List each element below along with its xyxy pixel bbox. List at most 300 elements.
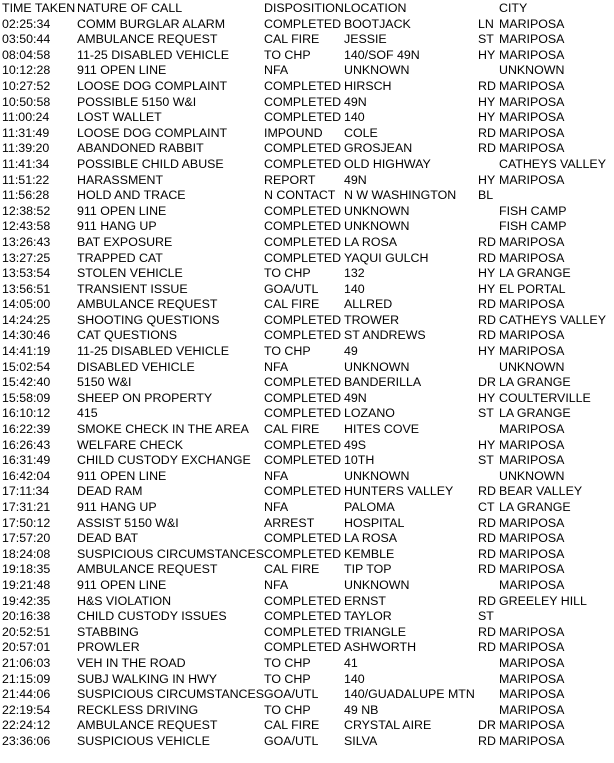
disposition-cell: COMPLETED — [264, 453, 342, 468]
time-cell: 11:51:22 — [2, 172, 50, 187]
nature-cell: 11-25 DISABLED VEHICLE — [77, 344, 229, 359]
location-cell: HITES COVE — [344, 422, 420, 437]
nature-cell: WELFARE CHECK — [77, 437, 184, 452]
table-row — [2, 531, 614, 547]
time-cell: 12:38:52 — [2, 203, 51, 218]
suffix-cell: HY — [478, 172, 496, 187]
time-cell: 03:50:44 — [2, 32, 51, 47]
nature-cell: AMBULANCE REQUEST — [77, 32, 218, 47]
location-cell: 41 — [344, 655, 358, 670]
city-cell: CATHEYS VALLEY — [499, 156, 606, 171]
time-cell: 19:21:48 — [2, 577, 51, 592]
location-cell: LA ROSA — [344, 234, 398, 249]
time-cell: 14:30:46 — [2, 328, 51, 343]
time-cell: 17:11:34 — [2, 484, 50, 499]
nature-cell: CHILD CUSTODY EXCHANGE — [77, 453, 251, 468]
time-cell: 22:19:54 — [2, 702, 51, 717]
city-cell: MARIPOSA — [499, 328, 565, 343]
nature-cell: AMBULANCE REQUEST — [77, 562, 218, 577]
time-cell: 15:42:40 — [2, 375, 51, 390]
table-row — [2, 375, 614, 391]
nature-cell: CHILD CUSTODY ISSUES — [77, 609, 227, 624]
location-cell: 49 — [344, 344, 358, 359]
table-row — [2, 126, 614, 142]
suffix-cell: RD — [478, 328, 496, 343]
disposition-cell: COMPLETED — [264, 219, 342, 234]
time-cell: 16:42:04 — [2, 468, 51, 483]
disposition-cell: CAL FIRE — [264, 422, 320, 437]
suffix-cell: RD — [478, 546, 496, 561]
location-cell: 140/GUADALUPE MTN — [344, 687, 475, 702]
time-cell: 11:56:28 — [2, 188, 50, 203]
disposition-cell: COMPLETED — [264, 375, 342, 390]
location-cell: UNKNOWN — [344, 468, 410, 483]
disposition-cell: COMPLETED — [264, 484, 342, 499]
time-cell: 08:04:58 — [2, 47, 51, 62]
time-cell: 11:31:49 — [2, 125, 50, 140]
time-cell: 16:26:43 — [2, 437, 51, 452]
disposition-cell: TO CHP — [264, 655, 311, 670]
disposition-cell: COMPLETED — [264, 250, 342, 265]
location-cell: BANDERILLA — [344, 375, 422, 390]
time-cell: 13:53:54 — [2, 266, 51, 281]
time-cell: 17:31:21 — [2, 500, 51, 514]
city-cell: MARIPOSA — [499, 94, 565, 109]
disposition-cell: COMPLETED — [264, 328, 342, 343]
nature-cell: 911 OPEN LINE — [77, 203, 167, 218]
table-row — [2, 110, 614, 126]
time-cell: 17:50:12 — [2, 515, 51, 530]
nature-cell: TRAPPED CAT — [77, 250, 163, 265]
city-cell: BEAR VALLEY — [499, 484, 583, 499]
suffix-cell: RD — [478, 312, 496, 327]
nature-cell: STABBING — [77, 624, 139, 639]
table-row — [2, 516, 614, 532]
time-cell: 11:41:34 — [2, 156, 50, 171]
nature-cell: 911 OPEN LINE — [77, 63, 167, 78]
disposition-cell: COMPLETED — [264, 624, 342, 639]
disposition-cell: NFA — [264, 63, 289, 78]
table-row — [2, 251, 614, 267]
city-cell: MARIPOSA — [499, 687, 565, 702]
disposition-cell: COMPLETED — [264, 141, 342, 156]
city-cell: MARIPOSA — [499, 297, 565, 312]
location-cell: UNKNOWN — [344, 359, 410, 374]
nature-cell: 911 HANG UP — [77, 219, 157, 234]
nature-cell: COMM BURGLAR ALARM — [77, 16, 226, 31]
table-row — [2, 453, 614, 469]
suffix-cell: RD — [478, 733, 496, 748]
suffix-cell: RD — [478, 234, 496, 249]
disposition-cell: ARREST — [264, 515, 315, 530]
time-cell: 16:22:39 — [2, 422, 51, 437]
nature-cell: DEAD RAM — [77, 484, 143, 499]
city-cell: MARIPOSA — [499, 562, 565, 577]
city-cell: MARIPOSA — [499, 515, 565, 530]
disposition-cell: COMPLETED — [264, 16, 342, 31]
nature-cell: BAT EXPOSURE — [77, 234, 173, 249]
nature-cell: SUBJ WALKING IN HWY — [77, 671, 217, 686]
suffix-cell: HY — [478, 390, 496, 405]
disposition-cell: COMPLETED — [264, 531, 342, 546]
nature-cell: 11-25 DISABLED VEHICLE — [77, 47, 229, 62]
table-row — [2, 204, 614, 220]
suffix-cell: RD — [478, 297, 496, 312]
disposition-cell: NFA — [264, 468, 289, 483]
time-cell: 11:39:20 — [2, 141, 50, 156]
nature-cell: DEAD BAT — [77, 531, 139, 546]
disposition-cell: COMPLETED — [264, 390, 342, 405]
city-cell: MARIPOSA — [499, 546, 565, 561]
time-cell: 13:27:25 — [2, 250, 51, 265]
disposition-cell: COMPLETED — [264, 406, 342, 421]
city-cell: MARIPOSA — [499, 344, 565, 359]
location-cell: HIRSCH — [344, 78, 392, 93]
table-row — [2, 656, 614, 672]
table-row — [2, 79, 614, 95]
location-cell: 132 — [344, 266, 365, 281]
nature-cell: AMBULANCE REQUEST — [77, 297, 218, 312]
nature-cell: AMBULANCE REQUEST — [77, 718, 218, 733]
disposition-cell: GOA/UTL — [264, 733, 319, 748]
location-cell: BOOTJACK — [344, 16, 411, 31]
time-cell: 12:43:58 — [2, 219, 51, 234]
table-row — [2, 625, 614, 641]
disposition-cell: IMPOUND — [264, 125, 323, 140]
suffix-cell: BL — [478, 188, 494, 203]
nature-cell: 911 OPEN LINE — [77, 468, 167, 483]
nature-cell: PROWLER — [77, 640, 140, 655]
suffix-cell: HY — [478, 94, 496, 109]
disposition-cell: TO CHP — [264, 266, 311, 281]
city-cell: MARIPOSA — [499, 437, 565, 452]
table-row — [2, 313, 614, 329]
disposition-cell: COMPLETED — [264, 110, 342, 125]
location-cell: JESSIE — [344, 32, 387, 47]
city-cell: MARIPOSA — [499, 577, 565, 592]
city-cell: MARIPOSA — [499, 624, 565, 639]
city-cell: LA GRANGE — [499, 375, 571, 390]
time-cell: 16:10:12 — [2, 406, 51, 421]
time-cell: 13:56:51 — [2, 281, 51, 296]
nature-cell: SHOOTING QUESTIONS — [77, 312, 220, 327]
time-cell: 02:25:34 — [2, 16, 51, 31]
suffix-cell: RD — [478, 141, 496, 156]
city-cell: GREELEY HILL — [499, 593, 587, 608]
disposition-cell: NFA — [264, 577, 289, 592]
city-cell: MARIPOSA — [499, 47, 565, 62]
city-cell: COULTERVILLE — [499, 390, 591, 405]
location-cell: 140/SOF 49N — [344, 47, 420, 62]
suffix-cell: RD — [478, 125, 496, 140]
city-cell: MARIPOSA — [499, 125, 565, 140]
location-cell: COLE — [344, 125, 378, 140]
suffix-cell: CT — [478, 500, 495, 514]
disposition-cell: NFA — [264, 359, 289, 374]
nature-cell: LOOSE DOG COMPLAINT — [77, 125, 228, 140]
location-cell: ASHWORTH — [344, 640, 417, 655]
location-cell: 140 — [344, 110, 365, 125]
city-cell: LA GRANGE — [499, 266, 571, 281]
nature-cell: RECKLESS DRIVING — [77, 702, 199, 717]
disposition-cell: COMPLETED — [264, 94, 342, 109]
location-cell: LOZANO — [344, 406, 395, 421]
disposition-cell: CAL FIRE — [264, 562, 320, 577]
city-cell: MARIPOSA — [499, 531, 565, 546]
disposition-cell: TO CHP — [264, 344, 311, 359]
disposition-cell: N CONTACT — [264, 188, 336, 203]
nature-cell: POSSIBLE 5150 W&I — [77, 94, 197, 109]
city-cell: MARIPOSA — [499, 655, 565, 670]
disposition-cell: CAL FIRE — [264, 718, 320, 733]
suffix-cell: ST — [478, 453, 494, 468]
disposition-cell: REPORT — [264, 172, 316, 187]
time-cell: 10:27:52 — [2, 78, 51, 93]
location-cell: TIP TOP — [344, 562, 392, 577]
table-row — [2, 17, 614, 33]
location-cell: ST ANDREWS — [344, 328, 426, 343]
table-row — [2, 547, 614, 563]
table-row — [2, 282, 614, 298]
table-row — [2, 484, 614, 500]
nature-cell: VEH IN THE ROAD — [77, 655, 186, 670]
disposition-cell: COMPLETED — [264, 312, 342, 327]
disposition-cell: CAL FIRE — [264, 297, 320, 312]
header-city: CITY — [499, 1, 528, 15]
location-cell: TROWER — [344, 312, 400, 327]
disposition-cell: TO CHP — [264, 47, 311, 62]
location-cell: PALOMA — [344, 500, 395, 514]
disposition-cell: TO CHP — [264, 671, 311, 686]
disposition-cell: COMPLETED — [264, 640, 342, 655]
suffix-cell: HY — [478, 437, 496, 452]
table-row — [2, 391, 614, 407]
table-row — [2, 266, 614, 282]
nature-cell: HARASSMENT — [77, 172, 164, 187]
time-cell: 20:16:38 — [2, 609, 51, 624]
location-cell: 49N — [344, 390, 367, 405]
table-row — [2, 718, 614, 734]
disposition-cell: COMPLETED — [264, 203, 342, 218]
city-cell: UNKNOWN — [499, 359, 565, 374]
table-row — [2, 687, 614, 703]
city-cell: EL PORTAL — [499, 281, 566, 296]
time-cell: 14:05:00 — [2, 297, 51, 312]
suffix-cell: HY — [478, 110, 496, 125]
disposition-cell: GOA/UTL — [264, 281, 319, 296]
nature-cell: ASSIST 5150 W&I — [77, 515, 179, 530]
time-cell: 19:18:35 — [2, 562, 51, 577]
location-cell: YAQUI GULCH — [344, 250, 429, 265]
city-cell: FISH CAMP — [499, 219, 567, 234]
table-row — [2, 344, 614, 360]
disposition-cell: COMPLETED — [264, 437, 342, 452]
suffix-cell: LN — [478, 16, 494, 31]
suffix-cell: RD — [478, 562, 496, 577]
city-cell: MARIPOSA — [499, 733, 565, 748]
table-row — [2, 578, 614, 594]
city-cell: MARIPOSA — [499, 234, 565, 249]
nature-cell: SUSPICIOUS VEHICLE — [77, 733, 210, 748]
suffix-cell: RD — [478, 593, 496, 608]
nature-cell: DISABLED VEHICLE — [77, 359, 195, 374]
table-row — [2, 500, 614, 516]
location-cell: 49N — [344, 94, 367, 109]
time-cell: 10:50:58 — [2, 94, 51, 109]
suffix-cell: RD — [478, 484, 496, 499]
location-cell: ALLRED — [344, 297, 393, 312]
time-cell: 14:41:19 — [2, 344, 51, 359]
time-cell: 20:52:51 — [2, 624, 51, 639]
time-cell: 15:58:09 — [2, 390, 51, 405]
nature-cell: SUSPICIOUS CIRCUMSTANCES — [77, 687, 265, 702]
nature-cell: 415 — [77, 406, 98, 421]
table-row — [2, 48, 614, 64]
location-cell: UNKNOWN — [344, 219, 410, 234]
table-row — [2, 609, 614, 625]
location-cell: N W WASHINGTON — [344, 188, 457, 203]
time-cell: 18:24:08 — [2, 546, 51, 561]
table-row — [2, 173, 614, 189]
table-row — [2, 63, 614, 79]
nature-cell: STOLEN VEHICLE — [77, 266, 183, 281]
table-row — [2, 219, 614, 235]
disposition-cell: COMPLETED — [264, 546, 342, 561]
table-row — [2, 734, 614, 750]
nature-cell: POSSIBLE CHILD ABUSE — [77, 156, 224, 171]
table-row — [2, 469, 614, 485]
suffix-cell: HY — [478, 266, 496, 281]
table-row — [2, 640, 614, 656]
table-row — [2, 328, 614, 344]
suffix-cell: RD — [478, 250, 496, 265]
table-row — [2, 32, 614, 48]
suffix-cell: RD — [478, 531, 496, 546]
table-row — [2, 438, 614, 454]
suffix-cell: ST — [478, 32, 494, 47]
time-cell: 16:31:49 — [2, 453, 51, 468]
table-row — [2, 703, 614, 719]
city-cell: MARIPOSA — [499, 453, 565, 468]
table-row — [2, 562, 614, 578]
table-row — [2, 141, 614, 157]
location-cell: TRIANGLE — [344, 624, 406, 639]
location-cell: 140 — [344, 281, 365, 296]
table-row — [2, 360, 614, 376]
disposition-cell: TO CHP — [264, 702, 311, 717]
city-cell: MARIPOSA — [499, 172, 565, 187]
location-cell: HUNTERS VALLEY — [344, 484, 454, 499]
header-row — [2, 1, 614, 17]
nature-cell: H&S VIOLATION — [77, 593, 172, 608]
table-row — [2, 297, 614, 313]
time-cell: 14:24:25 — [2, 312, 51, 327]
call-log — [2, 1, 614, 750]
location-cell: GROSJEAN — [344, 141, 413, 156]
location-cell: KEMBLE — [344, 546, 395, 561]
suffix-cell: HY — [478, 344, 496, 359]
suffix-cell: DR — [478, 375, 496, 390]
table-row — [2, 422, 614, 438]
nature-cell: SHEEP ON PROPERTY — [77, 390, 213, 405]
time-cell: 17:57:20 — [2, 531, 51, 546]
city-cell: UNKNOWN — [499, 468, 565, 483]
time-cell: 19:42:35 — [2, 593, 51, 608]
city-cell: CATHEYS VALLEY — [499, 312, 606, 327]
city-cell: LA GRANGE — [499, 406, 571, 421]
city-cell: MARIPOSA — [499, 718, 565, 733]
suffix-cell: ST — [478, 406, 494, 421]
location-cell: ERNST — [344, 593, 386, 608]
city-cell: MARIPOSA — [499, 640, 565, 655]
suffix-cell: HY — [478, 281, 496, 296]
time-cell: 20:57:01 — [2, 640, 51, 655]
location-cell: UNKNOWN — [344, 203, 410, 218]
time-cell: 13:26:43 — [2, 234, 51, 249]
city-cell: UNKNOWN — [499, 63, 565, 78]
time-cell: 21:15:09 — [2, 671, 51, 686]
location-cell: HOSPITAL — [344, 515, 405, 530]
disposition-cell: GOA/UTL — [264, 687, 319, 702]
time-cell: 11:00:24 — [2, 110, 50, 125]
nature-cell: ABANDONED RABBIT — [77, 141, 204, 156]
table-row — [2, 594, 614, 610]
suffix-cell: ST — [478, 609, 494, 624]
location-cell: CRYSTAL AIRE — [344, 718, 432, 733]
nature-cell: 911 OPEN LINE — [77, 577, 167, 592]
city-cell: MARIPOSA — [499, 422, 565, 437]
suffix-cell: RD — [478, 624, 496, 639]
disposition-cell: NFA — [264, 500, 289, 514]
location-cell: TAYLOR — [344, 609, 392, 624]
city-cell: MARIPOSA — [499, 250, 565, 265]
city-cell: FISH CAMP — [499, 203, 567, 218]
location-cell: 140 — [344, 671, 365, 686]
table-row — [2, 157, 614, 173]
suffix-cell: RD — [478, 640, 496, 655]
disposition-cell: COMPLETED — [264, 609, 342, 624]
suffix-cell: RD — [478, 515, 496, 530]
table-row — [2, 406, 614, 422]
location-cell: OLD HIGHWAY — [344, 156, 431, 171]
city-cell: LA GRANGE — [499, 500, 571, 514]
nature-cell: 5150 W&I — [77, 375, 132, 390]
nature-cell: SMOKE CHECK IN THE AREA — [77, 422, 249, 437]
location-cell: UNKNOWN — [344, 63, 410, 78]
location-cell: 49S — [344, 437, 367, 452]
table-row — [2, 95, 614, 111]
disposition-cell: COMPLETED — [264, 593, 342, 608]
header-disposition: DISPOSITION — [264, 1, 344, 15]
nature-cell: LOST WALLET — [77, 110, 162, 125]
city-cell: MARIPOSA — [499, 78, 565, 93]
disposition-cell: CAL FIRE — [264, 32, 320, 47]
suffix-cell: DR — [478, 718, 496, 733]
city-cell: MARIPOSA — [499, 671, 565, 686]
location-cell: 10TH — [344, 453, 375, 468]
disposition-cell: COMPLETED — [264, 78, 342, 93]
city-cell: MARIPOSA — [499, 141, 565, 156]
disposition-cell: COMPLETED — [264, 156, 342, 171]
disposition-cell: COMPLETED — [264, 234, 342, 249]
table-row — [2, 188, 614, 204]
time-cell: 10:12:28 — [2, 63, 51, 78]
header-nature: NATURE OF CALL — [77, 1, 183, 15]
time-cell: 15:02:54 — [2, 359, 51, 374]
call-rows — [2, 17, 614, 750]
table-row — [2, 672, 614, 688]
city-cell: MARIPOSA — [499, 32, 565, 47]
